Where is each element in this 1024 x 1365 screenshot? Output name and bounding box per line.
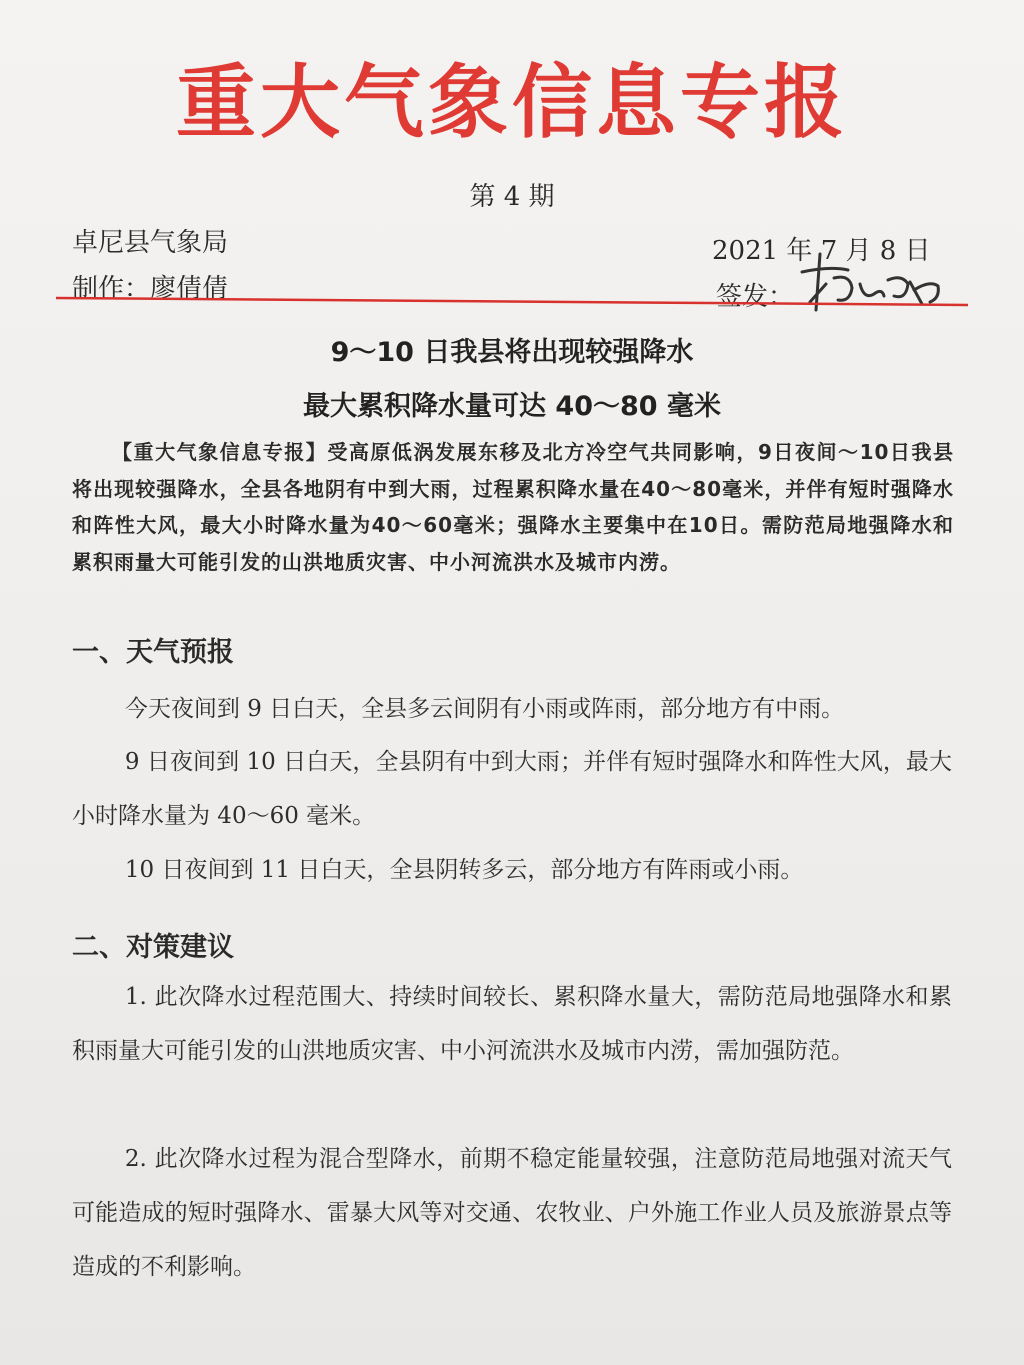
- issue-number: 第 4 期: [469, 182, 555, 212]
- section-heading-advice: 二、对策建议: [72, 932, 234, 963]
- masthead-title: 重大气象信息专报: [176, 55, 848, 149]
- issuing-organization: 卓尼县气象局: [72, 228, 229, 258]
- advice-paragraph: 1. 此次降水过程范围大、持续时间较长、累积降水量大，需防范局地强降水和累积雨量大可能引发的山洪地质灾害、中小河流洪水及城市内涝，需加强防范。: [72, 984, 952, 1064]
- headline-line-2: 最大累积降水量可达 40～80 毫米: [303, 391, 721, 422]
- forecast-paragraph: 今天夜间到 9 日白天，全县多云间阴有小雨或阵雨，部分地方有中雨。: [124, 696, 845, 722]
- advice-paragraph: 2. 此次降水过程为混合型降水，前期不稳定能量较强，注意防范局地强对流天气可能造成的短时强降水、雷暴大风等对交通、农牧业、户外施工作业人员及旅游景点等造成的不利影响。: [72, 1146, 952, 1280]
- headline-line-1: 9～10 日我县将出现较强降水: [330, 337, 694, 368]
- forecast-paragraph: 9 日夜间到 10 日白天，全县阴有中到大雨；并伴有短时强降水和阵性大风，最大小时降水量为 40～60 毫米。: [72, 749, 952, 829]
- author-line: 制作：廖倩倩: [72, 274, 229, 304]
- signer-label: 签发：: [716, 282, 795, 312]
- handwritten-signature: [790, 244, 960, 324]
- section-heading-forecast: 一、天气预报: [72, 637, 234, 668]
- forecast-paragraph: 10 日夜间到 11 日白天，全县阴转多云，部分地方有阵雨或小雨。: [124, 857, 804, 883]
- issue-date: 2021 年 7 月 8 日: [712, 236, 931, 266]
- red-divider-rule: [56, 296, 968, 308]
- lead-paragraph: 【重大气象信息专报】受高原低涡发展东移及北方冷空气共同影响，9日夜间～10日我县将出现较强降水，全县各地阴有中到大雨，过程累积降水量在40～80毫米，并伴有短时强降水和阵性大风，最大小时降水量为40～60毫米；强降水主要集中在10日。需防范局地强降水和累积雨量大可能引发的山洪地质灾害、中小河流洪水及城市内涝。: [72, 440, 954, 574]
